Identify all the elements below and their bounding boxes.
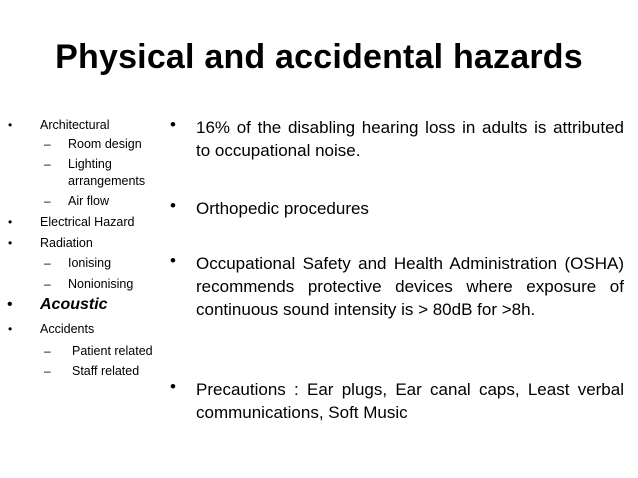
list-item-architectural: Architectural xyxy=(40,118,110,132)
content-item-osha: Occupational Safety and Health Administration (OSHA) recommends protective devices where exposure of continuous sound intensity is > 80dB for >8h. xyxy=(196,254,624,319)
list-item-lighting: Lighting xyxy=(68,157,112,171)
list-item-accidents: Accidents xyxy=(40,322,95,336)
bullet-icon: • xyxy=(8,118,13,132)
list-item-lighting-cont: arrangements xyxy=(68,174,146,188)
dash-icon: – xyxy=(44,344,51,358)
slide-title: Physical and accidental hazards xyxy=(55,38,583,76)
content-item-hearing-loss: 16% of the disabling hearing loss in adults is attributed to occupational noise. xyxy=(196,118,624,160)
bullet-icon: • xyxy=(170,251,176,270)
bullet-icon: • xyxy=(170,115,176,134)
dash-icon: – xyxy=(44,157,51,171)
dash-icon: – xyxy=(44,277,51,291)
bullet-icon: • xyxy=(170,377,176,396)
list-item-ionising: Ionising xyxy=(68,256,112,270)
list-item-staff-related: Staff related xyxy=(72,364,140,378)
list-item-patient-related: Patient related xyxy=(72,344,153,358)
list-item-radiation: Radiation xyxy=(40,236,93,250)
bullet-icon: • xyxy=(8,215,13,229)
dash-icon: – xyxy=(44,194,51,208)
dash-icon: – xyxy=(44,364,51,378)
bullet-icon: • xyxy=(170,196,176,215)
dash-icon: – xyxy=(44,137,51,151)
list-item-electrical: Electrical Hazard xyxy=(40,215,135,229)
bullet-icon: • xyxy=(7,296,13,313)
dash-icon: – xyxy=(44,256,51,270)
hazard-list xyxy=(0,0,170,478)
content-item-orthopedic: Orthopedic procedures xyxy=(196,199,369,218)
list-item-room-design: Room design xyxy=(68,137,142,151)
content-item-precautions: Precautions : Ear plugs, Ear canal caps, Least verbal communications, Soft Music xyxy=(196,380,624,422)
list-item-acoustic: Acoustic xyxy=(40,296,108,313)
list-item-nonionising: Nonionising xyxy=(68,277,134,291)
list-item-air-flow: Air flow xyxy=(68,194,109,208)
bullet-icon: • xyxy=(8,236,13,250)
bullet-icon: • xyxy=(8,322,13,336)
